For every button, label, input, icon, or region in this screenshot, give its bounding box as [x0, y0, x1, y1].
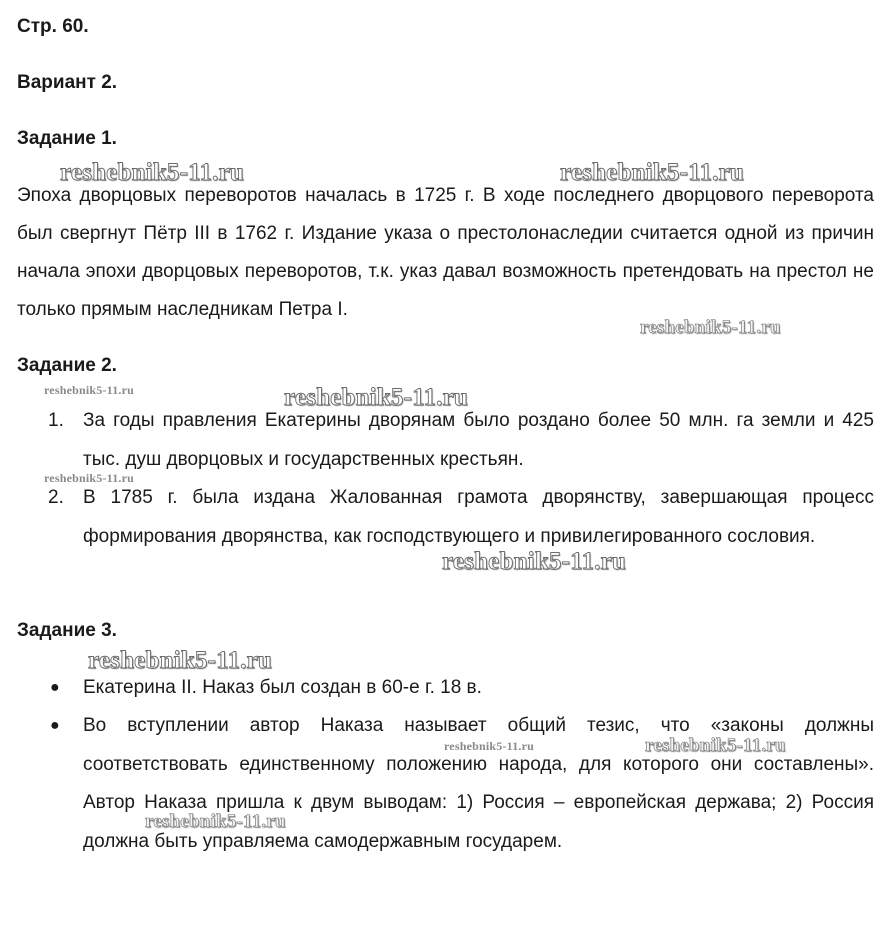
- watermark: reshebnik5-11.ru: [44, 383, 134, 397]
- variant-heading: Вариант 2.: [17, 72, 118, 93]
- list-item: [50, 707, 874, 861]
- list-item-text: За годы правления Екатерины дворянам было роздано более 50 млн. га земли и 425 тыс. душ дворцовых и государственных крестьян.: [83, 410, 874, 470]
- watermark: reshebnik5-11.ru: [640, 317, 781, 338]
- list-item-text: Во вступлении автор Наказа называет общий тезис, что «законы должны соответствовать единственному положению народа, для которого они составлены». Автор Наказа пришла к двум выводам: 1) Россия – европейская держава; 2) Россия должна быть управляема самодержавным государем.: [83, 715, 874, 852]
- task3-heading: Задание 3.: [17, 620, 117, 641]
- list-item: [48, 479, 874, 556]
- bullet-icon: ●: [50, 717, 60, 734]
- watermark: reshebnik5-11.ru: [60, 159, 245, 186]
- task1-text: Эпоха дворцовых переворотов началась в 1725 г. В ходе последнего дворцового переворота был свергнут Пётр III в 1762 г. Издание указа о престолонаследии считается одной из причин начала эпохи дворцовых переворотов, т.к. указ давал возможность претендовать на престол не только прямым наследникам Петра I.: [17, 185, 874, 320]
- list-item: [50, 669, 874, 708]
- task2-heading: Задание 2.: [17, 355, 117, 376]
- watermark: reshebnik5-11.ru: [88, 647, 273, 674]
- list-marker: 2.: [48, 487, 64, 508]
- watermark: reshebnik5-11.ru: [284, 384, 469, 411]
- list-item-text: Екатерина II. Наказ был создан в 60-е г. 18 в.: [83, 677, 482, 698]
- task1-heading: Задание 1.: [17, 128, 117, 149]
- watermark: reshebnik5-11.ru: [444, 739, 534, 753]
- watermark: reshebnik5-11.ru: [145, 811, 286, 832]
- page-label: Стр. 60.: [17, 16, 89, 37]
- watermark: reshebnik5-11.ru: [442, 548, 627, 575]
- list-marker: 1.: [48, 410, 64, 431]
- bullet-icon: ●: [50, 679, 60, 696]
- watermark: reshebnik5-11.ru: [44, 471, 134, 485]
- list-item-text: В 1785 г. была издана Жалованная грамота дворянству, завершающая процесс формирования дворянства, как господствующего и привилегированного сословия.: [83, 487, 874, 547]
- watermark: reshebnik5-11.ru: [645, 735, 786, 756]
- watermark: reshebnik5-11.ru: [560, 159, 745, 186]
